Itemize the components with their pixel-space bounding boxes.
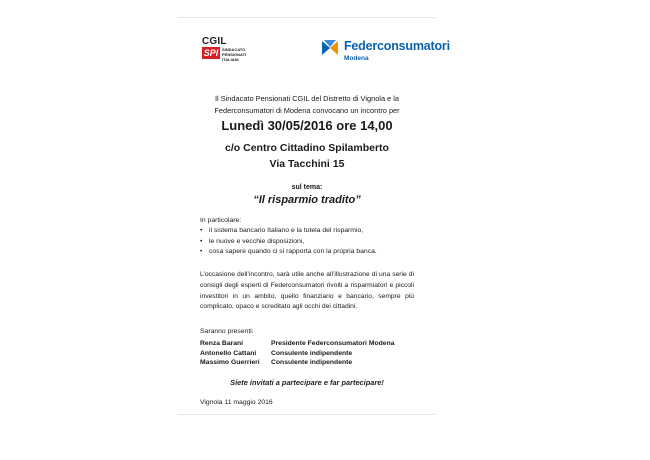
- list-item: [200, 225, 377, 236]
- attendee-name: Antonello Cattani: [200, 349, 257, 357]
- details-list: [200, 225, 377, 257]
- topic-title: “Il risparmio tradito”: [253, 194, 361, 206]
- attendee-role: Presidente Federconsumatori Modena: [271, 340, 395, 347]
- cgil-spi-logo: [202, 36, 272, 74]
- list-item-text: cosa sapere quando ci si rapporta con la propria banca.: [209, 248, 377, 255]
- event-place: c/o Centro Cittadino Spilamberto: [225, 142, 389, 154]
- attendees-heading: Saranno presenti:: [200, 328, 254, 335]
- intro-text: Il Sindacato Pensionati CGIL del Distretto di Vignola e la Federconsumatori di Modena convocano un incontro per: [214, 94, 400, 115]
- signature-date: Vignola 11 maggio 2016: [200, 399, 273, 406]
- list-item-text: le nuove e vecchie disposizioni,: [209, 237, 305, 245]
- event-street: Via Tacchini 15: [269, 158, 345, 170]
- attendee-row: [200, 350, 395, 360]
- cgil-logo-text: CGIL: [202, 36, 227, 47]
- spi-logo-line-3: ITALIANI: [222, 57, 239, 62]
- spi-logo-line-2: PENSIONATI: [222, 52, 247, 57]
- attendee-name: Renza Barani: [200, 340, 244, 347]
- invitation-text: Siete invitati a partecipare e far partecipare!: [230, 378, 384, 387]
- bullet-icon: •: [200, 248, 203, 255]
- occasion-paragraph: L’occasione dell’incontro, sarà utile anche all’illustrazione di una serie di consigli degli esperti di Federconsumatori rivolti a risparmiatori e piccoli investitori in un ambito, quello finanziario e bancario, sempre più complicato, opaco e screditato agli occhi dei cittadini.: [200, 271, 414, 311]
- details-heading: In particolare:: [200, 217, 242, 224]
- federconsumatori-logo: [320, 36, 450, 68]
- list-item: [200, 246, 377, 257]
- spi-logo-line-1: SINDACATO: [222, 47, 246, 52]
- list-item-text: il sistema bancario Italiano e la tutela del risparmio,: [209, 227, 364, 234]
- attendees-list: [200, 340, 395, 369]
- attendee-name: Massimo Guerrieri: [200, 359, 260, 366]
- attendee-row: [200, 359, 395, 369]
- bullet-icon: •: [200, 227, 203, 234]
- federconsumatori-mark-icon: [320, 38, 340, 58]
- event-date-time: Lunedì 30/05/2016 ore 14,00: [221, 118, 393, 133]
- topic-label: sul tema:: [291, 184, 323, 191]
- bullet-icon: •: [200, 237, 203, 245]
- federconsumatori-name: Federconsumatori: [344, 39, 450, 53]
- attendee-role: Consulente indipendente: [271, 359, 353, 366]
- attendee-row: [200, 340, 395, 350]
- attendee-role: Consulente indipendente: [271, 349, 353, 357]
- federconsumatori-sub: Modena: [344, 55, 369, 62]
- list-item: [200, 236, 377, 247]
- flyer-page: [178, 17, 450, 415]
- spi-logo-badge: SPI: [203, 48, 219, 58]
